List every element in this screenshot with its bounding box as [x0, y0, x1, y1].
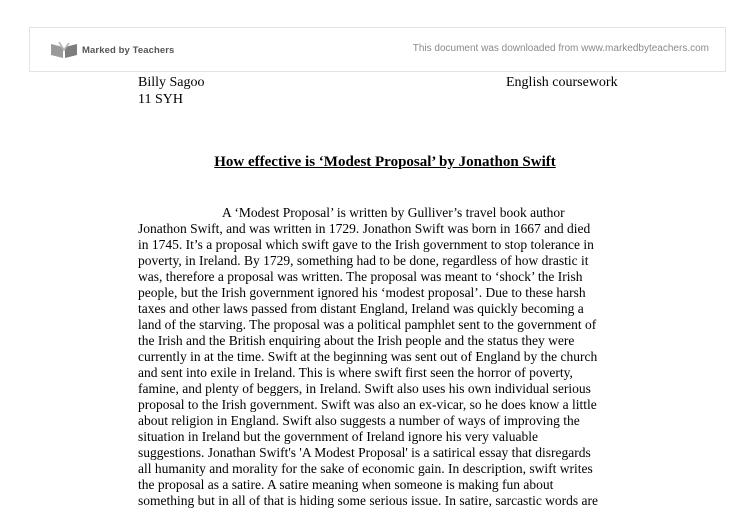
body-line: about religion in England. Swift also suggests a number of ways of improving the	[138, 413, 580, 428]
body-line: all humanity and morality for the sake of economic gain. In description, swift writes	[138, 461, 593, 476]
body-line: the proposal as a satire. A satire meaning when someone is making fun about	[138, 477, 554, 492]
body-line: in 1745. It’s a proposal which swift gave to the Irish government to stop tolerance in	[138, 237, 594, 252]
body-line: situation in Ireland but the government of Ireland ignore his very valuable	[138, 429, 539, 444]
essay-body	[138, 205, 738, 509]
body-line: famine, and plenty of beggers, in Ireland. Swift also uses his own individual serious	[138, 381, 591, 396]
body-line: was, therefore a proposal was written. The proposal was meant to ‘shock’ the Irish	[138, 269, 583, 284]
body-line: proposal to the Irish government. Swift was also an ex-vicar, so he does know a little	[138, 397, 597, 412]
book-icon	[50, 41, 78, 59]
subject-label: English coursework	[506, 75, 618, 90]
page-title: How effective is ‘Modest Proposal’ by Jonathon Swift	[214, 154, 556, 170]
author-name: Billy Sagoo	[138, 75, 205, 90]
download-note: This document was downloaded from www.markedbyteachers.com	[412, 43, 709, 54]
body-line: taxes and other laws passed from distant England, Ireland was quickly becoming a	[138, 301, 584, 316]
body-line: A ‘Modest Proposal’ is written by Gulliver’s travel book author	[222, 205, 565, 220]
body-line: land of the starving. The proposal was a political pamphlet sent to the government of	[138, 317, 597, 332]
logo-text: Marked by Teachers	[82, 44, 175, 56]
body-line: the Irish and the British enquiring about the Irish people and the status they were	[138, 333, 575, 348]
body-line: something but in all of that is hiding some serious issue. In satire, sarcastic words are	[138, 493, 599, 508]
body-line: people, but the Irish government ignored his ‘modest proposal’. Due to these harsh	[138, 285, 586, 300]
class-name: 11 SYH	[138, 92, 183, 107]
marked-by-teachers-logo[interactable]	[50, 40, 174, 60]
body-line: currently in at the time. Swift at the beginning was sent out of England by the church	[138, 349, 598, 364]
body-line: suggestions. Jonathan Swift's 'A Modest Proposal' is a satirical essay that disregards	[138, 445, 591, 460]
download-banner	[29, 27, 726, 72]
body-line: Jonathon Swift, and was written in 1729. Jonathon Swift was born in 1667 and died	[138, 221, 591, 236]
body-line: and sent into exile in Ireland. This is where swift first seen the horror of poverty,	[138, 365, 573, 380]
author-block	[138, 74, 205, 108]
body-line: poverty, in Ireland. By 1729, something had to be done, regardless of how drastic it	[138, 253, 589, 268]
